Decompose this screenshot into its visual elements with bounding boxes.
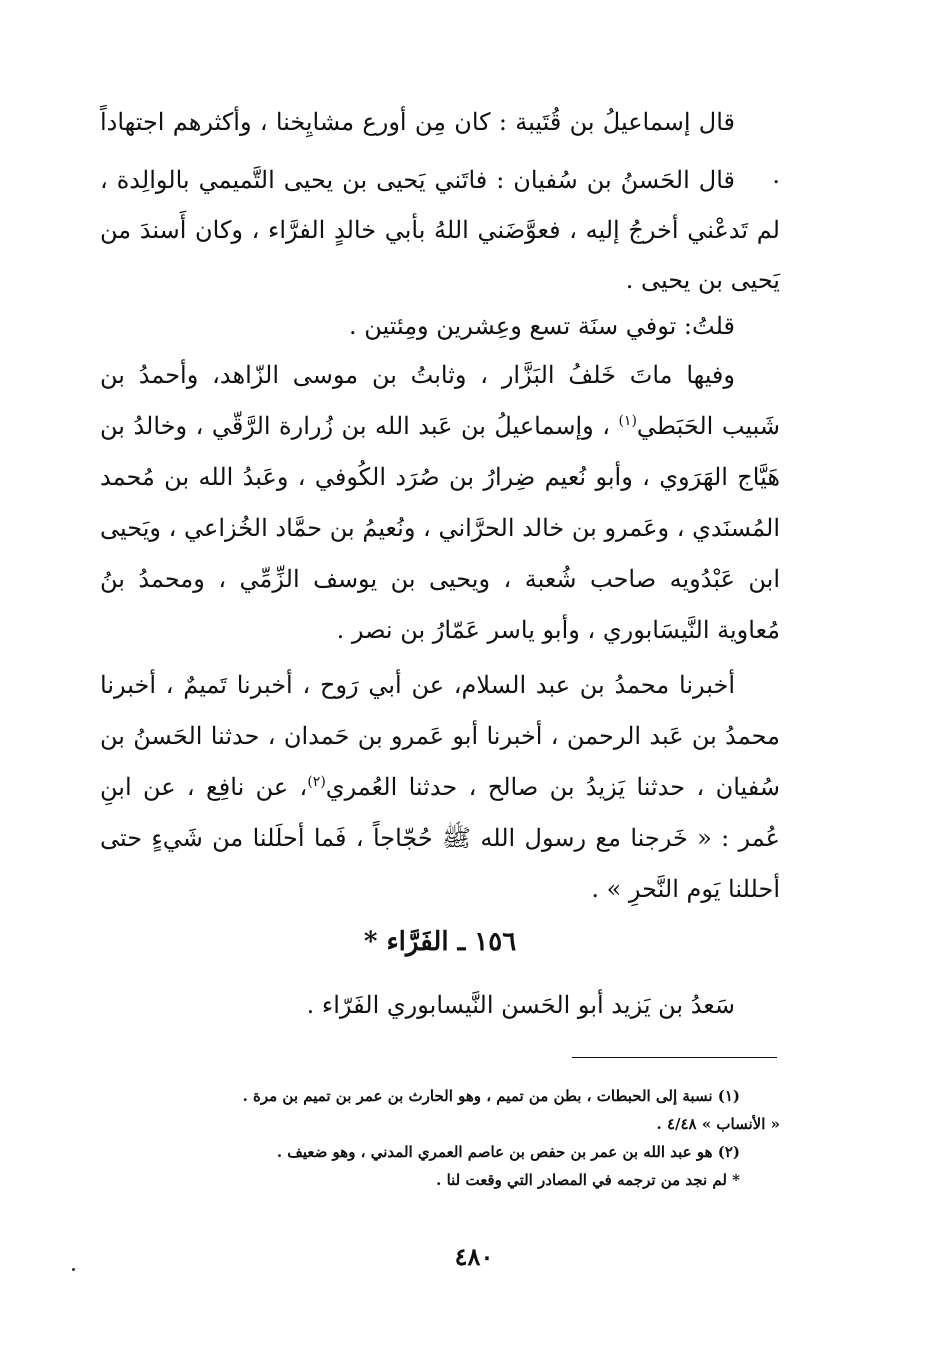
paragraph-segment: وفيها ماتَ خَلفُ البَزَّار ، وثابتُ بن موسى الزّاهد، وأحمدُ بن شَبيب الحَبَطي <box>100 361 780 440</box>
paragraph-text <box>100 350 780 656</box>
paragraph-text: قال الحَسنُ بن سُفيان : فاتَني يَحيى بن يحيى التَّميمي بالوالِدة ، لم تَدعْني أخرجُ إليه ، فعوَّضَني اللهُ بأبي خالدٍ الفرَّاء ، وكان أَسندَ من يَحيى بن يحيى . <box>100 166 780 294</box>
scan-speck <box>72 1268 75 1271</box>
paragraph-hasan-quote <box>100 155 780 305</box>
footnote-divider <box>572 1057 777 1058</box>
paragraph-segment: ، وإسماعيلُ بن عَبد الله بن زُرارة الرَّقّي ، وخالدُ بن هَيَّاج الهَرَوي ، وأبو نُعيم ضِرارُ بن صُرَد الكُوفي ، وعَبدُ الله بن مُحمد المُسنَدي ، وعَمرو بن خالد الحرَّاني ، ونُعيمُ بن حمَّاد الخُزاعي ، ويَحيى ابن عَبْدُويه صاحب شُعبة ، ويحيى بن يوسف الزِّمِّي ، ومحمدُ بنُ مُعاوية النَّيسَابوري ، وأبو ياسر عَمّارُ بن نصر . <box>100 412 780 644</box>
paragraph-text: قلتُ: توفي سنَة تسع وعِشرين ومِئتين . <box>348 312 735 340</box>
paragraph-text <box>100 660 780 915</box>
footnote-1: (١) نسبة إلى الحبطات ، بطن من تميم ، وهو الحارث بن عمر بن تميم بن مرة . <box>242 1087 740 1105</box>
footnote-marker-2: (٢) <box>307 774 326 790</box>
paragraph-segment: أخبرنا محمدُ بن عبد السلام، عن أبي رَوح ، أخبرنا تَميمٌ ، أخبرنا محمدُ بن عَبد الرحمن ، أخبرنا أبو عَمرو بن حَمدان ، حدثنا الحَسنُ بن سُفيان ، حدثنا يَزيدُ بن صالح ، حدثنا العُمري <box>100 671 780 801</box>
footnote-marker-1: (١) <box>618 413 637 429</box>
footnote-2: (٢) هو عبد الله بن عمر بن حفص بن عاصم العمري المدني ، وهو ضعيف . <box>276 1143 740 1161</box>
entry-subline: سَعدُ بن يَزيد أبو الحَسن النَّيسابوري الفَرّاء . <box>306 991 735 1019</box>
paragraph-hadith-chain <box>100 660 780 915</box>
paragraph-death-date <box>100 300 780 353</box>
footnotes <box>112 1082 780 1194</box>
paragraph-deaths-list <box>100 350 780 656</box>
footnote-1-continuation: « الأنساب » ٤/٤٨ . <box>656 1115 780 1133</box>
page-number: ٤٨٠ <box>454 1242 494 1271</box>
paragraph-text: قال إسماعيلُ بن قُتَيبة : كان مِن أورع مشايِخنا ، وأكثرهم اجتهاداً . <box>100 108 780 189</box>
paragraph-segment: ، عن نافِع ، عن ابنِ عُمر : « خَرجنا مع رسول الله ﷺ حُجّاجاً ، فَما أحلَلنا من شَيءٍ حتى أحللنا يَوم النَّحرِ » . <box>100 773 780 903</box>
entry-heading: ١٥٦ ـ الفَرَّاء * <box>363 927 517 957</box>
footnote-star: * لم نجد من ترجمه في المصادر التي وقعت لنا . <box>436 1171 740 1189</box>
